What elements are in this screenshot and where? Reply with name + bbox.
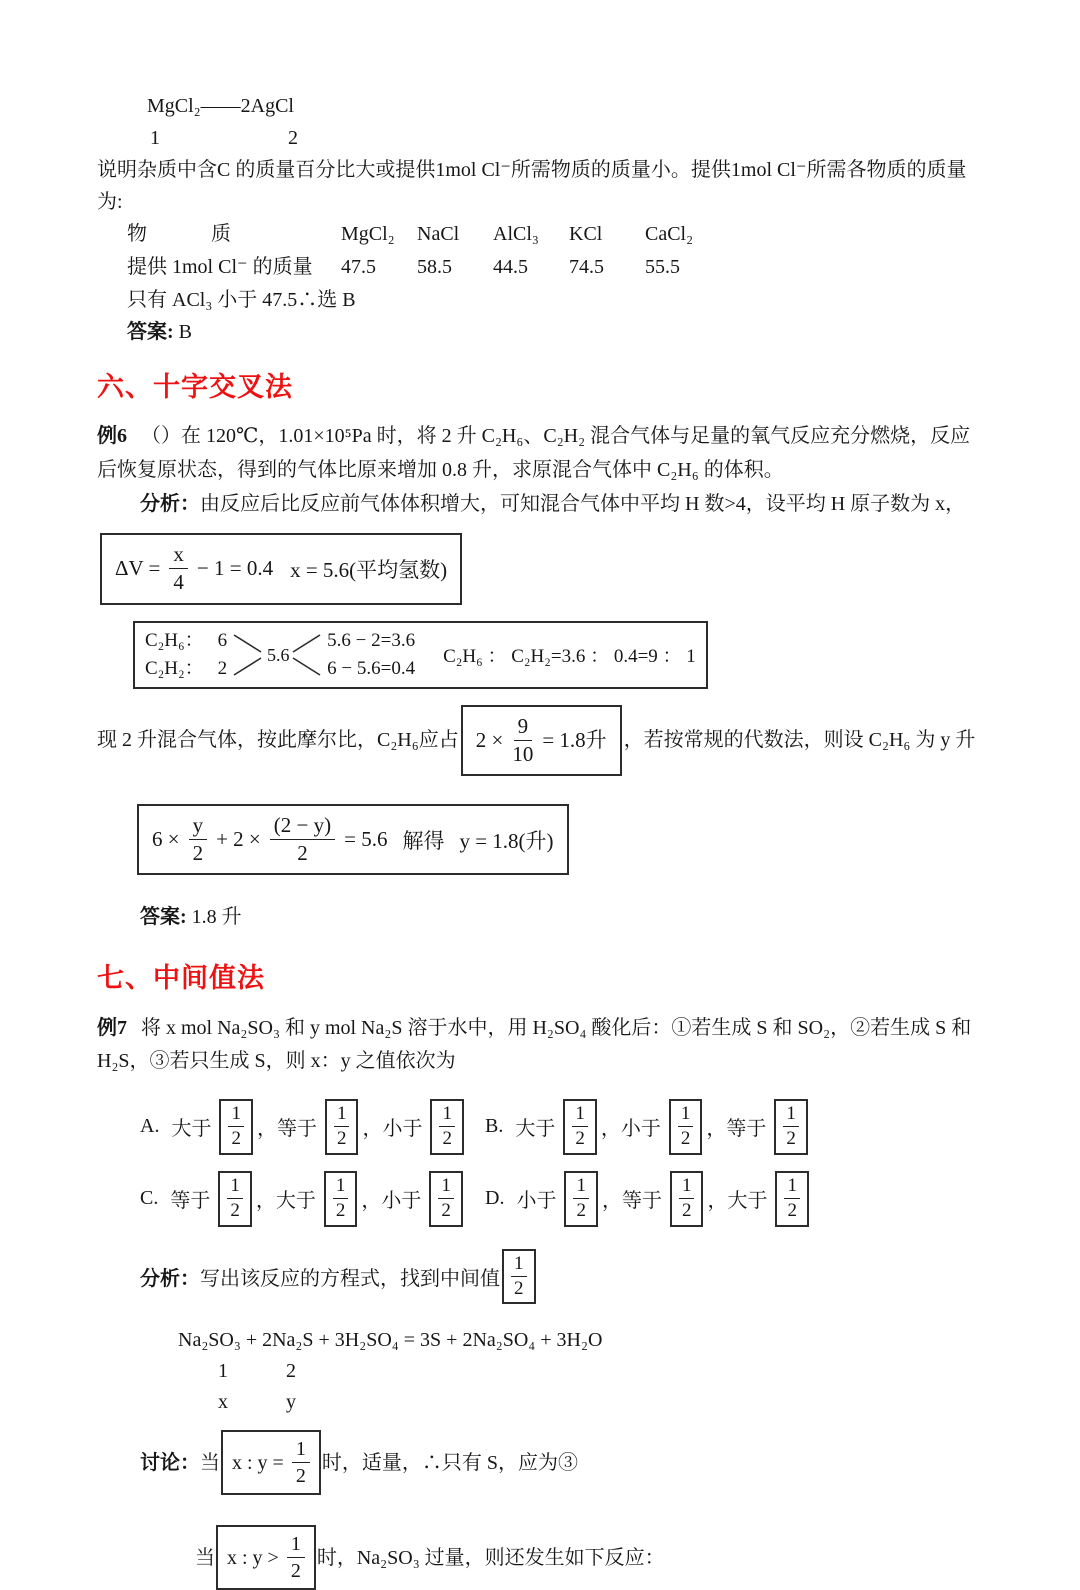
cross-lines-graphic <box>229 627 325 683</box>
answer-label: 答案: <box>127 321 174 343</box>
fraction-box: $\frac{1}{2}$ <box>218 1171 252 1227</box>
variable-row-7: x y <box>218 1391 296 1414</box>
analysis-label: 分析： <box>140 1267 200 1290</box>
fraction-box: $\frac{1}{2}$ <box>670 1171 704 1227</box>
formula-box-delta-v: ΔV = $\frac{x}{4}$ − 1 = 0.4 x = 5.6(平均氢数) <box>100 533 462 604</box>
substance-cell: AlCl₃ <box>493 223 539 245</box>
condition-box-equal: x : y = $\frac{1}{2}$ <box>221 1430 321 1495</box>
conclusion-line: 只有 ACl₃ 小于 47.5∴选 B <box>127 289 356 311</box>
option-d-letter: D. <box>485 1187 505 1210</box>
mass-cell: 44.5 <box>493 256 528 278</box>
mass-row-label: 提供 1mol Cl⁻ 的质量 <box>127 256 313 278</box>
substance-cell: KCl <box>569 223 603 245</box>
condition-box-greater: x : y > $\frac{1}{2}$ <box>216 1525 316 1590</box>
fraction-box: $\frac{1}{2}$ <box>775 1171 809 1227</box>
discussion-line-2: 当 x : y > $\frac{1}{2}$ 时，Na₂SO₃ 过量，则还发生如下反应： <box>195 1525 988 1590</box>
substance-cell: CaCl₂ <box>645 223 694 245</box>
fraction: $\frac{1}{2}$ <box>292 1437 310 1488</box>
note-paragraph: 说明杂质中含C 的质量百分比大或提供1mol Cl⁻所需物质的质量小。提供1mol Cl⁻所需各物质的质量为: <box>97 159 967 213</box>
substance-cell: MgCl₂ <box>341 223 395 245</box>
coefficient-row <box>150 122 988 154</box>
mass-cell: 58.5 <box>417 256 452 278</box>
mass-cell: 47.5 <box>341 256 376 278</box>
algebra-formula-box: 6 × $\frac{y}{2}$ + 2 × $\frac{(2 - y)}{2}$ = 5.6 解得 y = 1.8(升) <box>137 804 569 875</box>
svg-text:5.6: 5.6 <box>267 644 290 665</box>
option-a-letter: A. <box>140 1115 160 1138</box>
fraction-box: $\frac{1}{2}$ <box>324 1171 358 1227</box>
mass-value-row <box>97 251 988 284</box>
fraction-box: $\frac{1}{2}$ <box>430 1099 464 1155</box>
example-7-paragraph <box>97 1012 988 1079</box>
substance-row-label: 物 质 <box>127 223 231 245</box>
options-row-1 <box>140 1099 988 1155</box>
reaction-equation-7: Na₂SO₃ + 2Na₂S + 3H₂SO₄ = 3S + 2Na₂SO₄ + 3H₂O <box>178 1329 603 1352</box>
answer-label: 答案: <box>140 906 187 929</box>
fraction-box: $\frac{1}{2}$ <box>774 1099 808 1155</box>
molar-ratio-line: 现 2 升混合气体，按此摩尔比，C₂H₆应占 2 × $\frac{9}{10}$ = 1.8升 ，若按常规的代数法，则设 C₂H₆ 为 y 升 <box>97 705 988 776</box>
discussion-label: 讨论： <box>140 1451 200 1474</box>
cross-method-box <box>133 621 708 689</box>
fraction-box: $\frac{1}{2}$ <box>325 1099 359 1155</box>
answer-line-2 <box>140 901 988 933</box>
example-6-problem: （）在 120℃，1.01×10⁵Pa 时，将 2 升 C₂H₆、C₂H₂ 混合气体与足量的氧气反应充分燃烧，反应后恢复原状态，得到的气体比原来增加 0.8 升，求原混合气体中 C₂H₆ 的体积。 <box>97 425 971 481</box>
discussion-line-1: 讨论： 当 x : y = $\frac{1}{2}$ 时，适量，∴只有 S，应为③ <box>140 1430 988 1495</box>
answer-value: 1.8 升 <box>191 906 242 929</box>
cross-result: C₂H₆ ： C₂H₂=3.6 ： 0.4=9 ： 1 <box>443 646 696 668</box>
fraction-box: $\frac{1}{2}$ <box>219 1099 253 1155</box>
fraction: $\frac{y}{2}$ <box>189 813 208 866</box>
analysis-6-text: 由反应后比反应前气体体积增大，可知混合气体中平均 H 数>4，设平均 H 原子数为 x， <box>200 492 966 515</box>
section-heading-7: 七、中间值法 <box>97 963 265 995</box>
coef-2: 2 <box>288 127 298 149</box>
options-row-2 <box>140 1171 988 1227</box>
fraction-box: $\frac{1}{2}$ <box>564 1171 598 1227</box>
option-c: C. 等于 $\frac{1}{2}$ ， 大于 $\frac{1}{2}$ ， 小于 $\frac{1}{2}$ <box>140 1171 485 1227</box>
fraction-box: $\frac{1}{2}$ <box>669 1099 703 1155</box>
fraction: $\frac{9}{10}$ <box>512 713 534 766</box>
option-d: D. 小于 $\frac{1}{2}$ ， 等于 $\frac{1}{2}$ ， 大于 $\frac{1}{2}$ <box>485 1171 830 1227</box>
fraction: $\frac{x}{4}$ <box>169 542 188 595</box>
cross-left-values: C₂H₆： 6 C₂H₂： 2 <box>145 630 228 679</box>
midvalue-fraction-box: $\frac{1}{2}$ <box>502 1249 536 1305</box>
answer-value: B <box>178 321 193 343</box>
mass-cell: 55.5 <box>645 256 680 278</box>
analysis-label: 分析： <box>140 492 200 515</box>
substance-header-row <box>97 218 988 251</box>
fraction: $\frac{(2 - y)}{2}$ <box>270 813 335 866</box>
option-b: B. 大于 $\frac{1}{2}$ ， 小于 $\frac{1}{2}$ ， 等于 $\frac{1}{2}$ <box>485 1099 830 1155</box>
cross-right-values: 5.6 − 2=3.6 6 − 5.6=0.4 <box>327 630 416 679</box>
fraction-box: $\frac{1}{2}$ <box>563 1099 597 1155</box>
answer-line <box>127 316 988 348</box>
example-7-label: 例7 <box>97 1016 127 1039</box>
mass-cell: 74.5 <box>569 256 604 278</box>
coefficient-row-7: 1 2 <box>218 1360 296 1383</box>
analysis-6-paragraph <box>97 488 988 522</box>
reaction-equation: MgCl₂——2AgCl <box>147 95 294 117</box>
option-c-letter: C. <box>140 1187 159 1210</box>
substance-cell: NaCl <box>417 223 460 245</box>
coef-1: 1 <box>150 127 160 149</box>
example-7-problem: 将 x mol Na₂SO₃ 和 y mol Na₂S 溶于水中，用 H₂SO₄ 酸化后：①若生成 S 和 SO₂，②若生成 S 和 H₂S，③若只生成 S，则 x：y 之值依次为 <box>97 1016 972 1073</box>
inline-formula-box: 2 × $\frac{9}{10}$ = 1.8升 <box>461 705 622 776</box>
section-heading-6: 六、十字交叉法 <box>97 372 293 403</box>
example-6-paragraph <box>97 420 988 487</box>
fraction: $\frac{1}{2}$ <box>287 1532 305 1583</box>
example-6-label: 例6 <box>97 425 127 448</box>
option-a: A. 大于 $\frac{1}{2}$ ， 等于 $\frac{1}{2}$ ， 小于 $\frac{1}{2}$ <box>140 1099 485 1155</box>
analysis-7-line: 分析： 写出该反应的方程式，找到中间值 $\frac{1}{2}$ <box>140 1249 988 1305</box>
fraction-box: $\frac{1}{2}$ <box>429 1171 463 1227</box>
option-b-letter: B. <box>485 1115 504 1138</box>
